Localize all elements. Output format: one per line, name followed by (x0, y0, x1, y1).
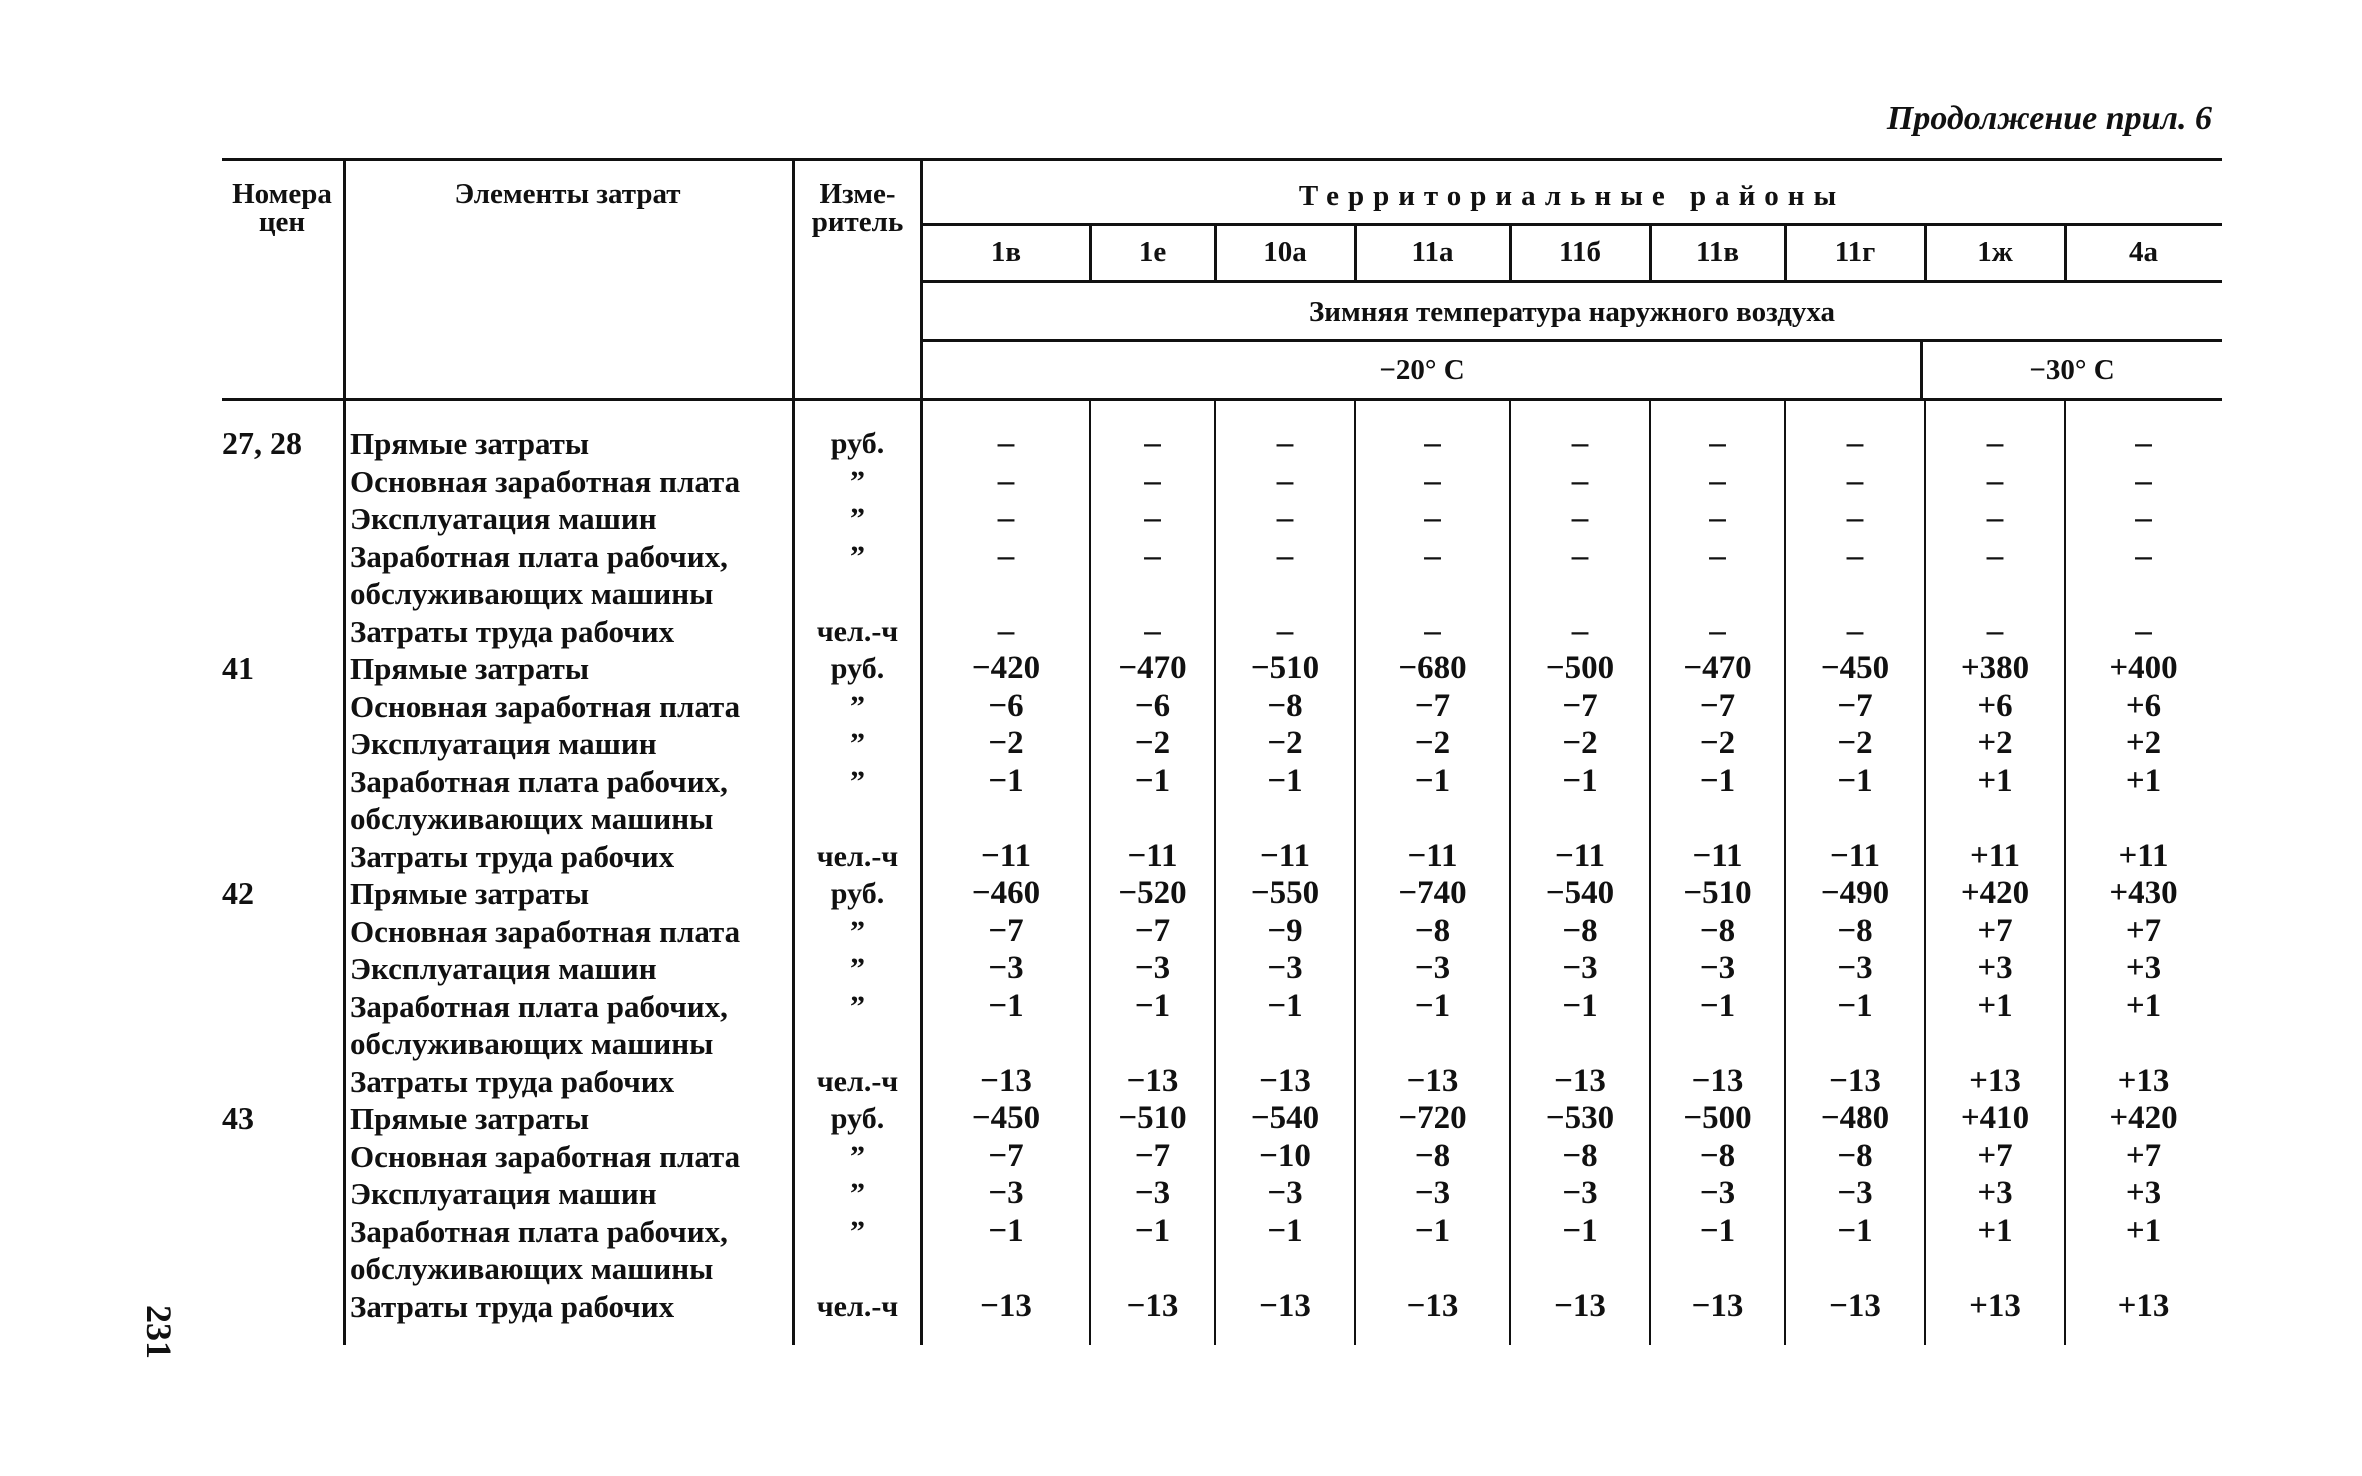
value-cell: −500 (1683, 1100, 1752, 1136)
value-cell: – (2135, 537, 2152, 574)
cost-element-label: Заработная плата рабочих, (350, 988, 728, 1024)
district-header: 1в (990, 236, 1022, 268)
cost-element-label: Эксплуатация машин (350, 726, 657, 761)
price-number: 27, 28 (222, 425, 302, 461)
unit-cell: ” (850, 1139, 865, 1173)
price-numbers-header: Номера цен (232, 178, 332, 238)
value-cell: −2 (1414, 725, 1451, 761)
value-cell: – (1986, 462, 2004, 499)
value-cell: −470 (1683, 650, 1752, 686)
value-cell: −1 (1267, 762, 1303, 799)
value-cell: +3 (1977, 1175, 2013, 1211)
value-cell: +7 (1977, 1137, 2013, 1174)
district-header: 11г (1834, 236, 1876, 268)
territorial-header: Территориальные районы (1298, 180, 1846, 212)
cost-element-label: Затраты труда рабочих (350, 1288, 675, 1324)
value-cell: −13 (1259, 1287, 1311, 1324)
unit-cell: ” (850, 539, 865, 573)
value-cell: −13 (1126, 1287, 1179, 1324)
value-cell: +420 (2109, 1100, 2178, 1136)
value-cell: −1 (1837, 762, 1873, 799)
value-cell: −11 (1407, 837, 1458, 874)
value-cell: −3 (1699, 1175, 1736, 1211)
cost-element-label-continued: обслуживающих машины (350, 1026, 714, 1061)
price-number: 41 (222, 650, 254, 686)
district-header: 1ж (1977, 236, 2013, 268)
value-cell: −490 (1820, 875, 1890, 911)
district-header: 10а (1263, 236, 1307, 268)
value-cell: – (1424, 462, 1441, 499)
value-cell: – (1571, 425, 1589, 461)
unit-cell: ” (850, 689, 865, 723)
value-cell: −7 (1134, 912, 1171, 949)
value-cell: +410 (1960, 1100, 2030, 1136)
cost-element-label: Прямые затраты (350, 426, 590, 461)
cost-element-label: Затраты труда рабочих (350, 838, 675, 874)
value-cell: −1 (1134, 987, 1171, 1024)
value-cell: −450 (1820, 650, 1890, 686)
value-cell: −8 (1699, 912, 1736, 949)
value-cell: −13 (1691, 1287, 1744, 1324)
value-cell: −420 (971, 650, 1041, 686)
value-cell: −7 (1562, 687, 1598, 724)
value-cell: +1 (2125, 762, 2162, 799)
cost-element-label: Прямые затраты (350, 876, 590, 911)
value-cell: – (2135, 425, 2152, 461)
value-cell: −1 (1699, 987, 1736, 1024)
cost-element-label: Основная заработная плата (350, 463, 741, 499)
unit-cell: руб. (830, 427, 885, 460)
unit-cell: ” (850, 764, 865, 798)
temp-split-rule (1920, 340, 1923, 400)
unit-cell: чел.-ч (816, 614, 899, 648)
district-header: 11в (1695, 236, 1740, 268)
value-cell: +6 (2125, 687, 2162, 724)
page-number: 231 (139, 1305, 179, 1359)
value-cell: −500 (1545, 650, 1615, 686)
unit-cell: ” (850, 952, 865, 985)
value-cell: −2 (1267, 725, 1303, 761)
value-cell: – (2135, 462, 2152, 499)
value-cell: −7 (1837, 687, 1873, 724)
cost-element-label: Эксплуатация машин (350, 951, 657, 986)
cost-elements-header: Элементы затрат (454, 178, 681, 210)
value-cell: −520 (1118, 875, 1187, 911)
value-cell: −11 (981, 837, 1031, 874)
value-cell: – (1986, 425, 2004, 461)
value-cell: – (997, 425, 1015, 461)
value-cell: +2 (2125, 725, 2162, 761)
value-cell: – (1276, 500, 1294, 536)
cost-element-label: Основная заработная плата (350, 1138, 741, 1174)
district-col-rule (1354, 225, 1357, 282)
value-cell: – (1846, 537, 1864, 574)
value-cell: −450 (971, 1100, 1041, 1136)
value-cell: −1 (1267, 1212, 1303, 1249)
value-cell: −13 (1829, 1062, 1881, 1099)
value-cell: −1 (1414, 987, 1451, 1024)
value-cell: −1 (1699, 762, 1736, 799)
value-cell: −1 (1414, 1212, 1451, 1249)
value-cell: – (1424, 537, 1441, 574)
value-cell: −1 (1562, 1212, 1598, 1249)
unit-cell: чел.-ч (816, 1064, 899, 1098)
value-cell: −7 (1414, 687, 1451, 724)
value-cell: −11 (1127, 837, 1178, 874)
value-cell: −470 (1118, 650, 1187, 686)
value-cell: −2 (1134, 725, 1171, 761)
continuation-caption: Продолжение прил. 6 (1886, 100, 2212, 137)
district-col-rule (1214, 225, 1217, 282)
value-cell: +13 (1969, 1062, 2021, 1099)
value-cell: +380 (1960, 650, 2030, 686)
table-top-rule (222, 158, 2222, 161)
unit-cell: ” (850, 914, 865, 948)
districts-top-rule (922, 223, 2222, 226)
district-col-rule (1924, 225, 1927, 282)
cost-element-label: Прямые затраты (350, 651, 590, 686)
value-cell: −11 (1830, 837, 1880, 874)
value-cell: −510 (1118, 1100, 1187, 1136)
cost-element-label-continued: обслуживающих машины (350, 576, 714, 611)
cost-element-label: Прямые затраты (350, 1101, 590, 1136)
meter-header: Изме-ритель (811, 178, 904, 238)
value-cell: −8 (1267, 687, 1303, 724)
value-cell: −3 (1837, 950, 1873, 986)
value-cell: – (1276, 425, 1294, 461)
unit-cell: ” (850, 989, 865, 1023)
value-cell: – (1709, 462, 1726, 499)
value-cell: −3 (1699, 950, 1736, 986)
cost-element-label: Затраты труда рабочих (350, 613, 675, 649)
value-cell: – (1571, 500, 1589, 536)
value-cell: +1 (2125, 1212, 2162, 1249)
temp-minus20-header: −20° С (1379, 354, 1465, 386)
value-cell: −8 (1414, 912, 1451, 949)
value-cell: −1 (988, 762, 1024, 799)
value-cell: – (1709, 500, 1726, 536)
unit-cell: ” (850, 502, 865, 535)
unit-cell: руб. (830, 1102, 885, 1135)
district-header: 1е (1138, 236, 1167, 268)
value-cell: −3 (1134, 1175, 1171, 1211)
value-cell: −13 (1691, 1062, 1744, 1099)
unit-cell: руб. (830, 877, 885, 910)
value-cell: −540 (1545, 875, 1615, 911)
unit-cell: руб. (830, 652, 885, 685)
district-header: 11б (1559, 236, 1601, 268)
value-cell: +2 (1977, 725, 2013, 761)
value-cell: – (1846, 500, 1864, 536)
value-cell: +11 (1970, 837, 2020, 874)
value-cell: – (1424, 612, 1441, 649)
unit-cell: ” (850, 464, 865, 498)
value-cell: −13 (1259, 1062, 1311, 1099)
value-cell: −13 (1406, 1287, 1459, 1324)
value-cell: −1 (1267, 987, 1303, 1024)
cost-element-label: Заработная плата рабочих, (350, 538, 728, 574)
district-col-rule (1784, 225, 1787, 282)
unit-cell: чел.-ч (816, 839, 899, 873)
unit-cell: ” (850, 727, 865, 760)
value-cell: −740 (1398, 875, 1467, 911)
value-cell: +3 (1977, 950, 2013, 986)
value-cell: – (1424, 425, 1441, 461)
value-cell: – (2135, 500, 2152, 536)
value-cell: +11 (2118, 837, 2169, 874)
value-cell: – (1709, 612, 1726, 649)
value-cell: −13 (1126, 1062, 1179, 1099)
value-cell: −7 (1699, 687, 1736, 724)
value-cell: −3 (1562, 950, 1598, 986)
value-cell: −3 (988, 1175, 1024, 1211)
value-cell: −1 (1414, 762, 1451, 799)
value-cell: +1 (1977, 762, 2013, 799)
value-cell: – (1571, 612, 1589, 649)
value-cell: −680 (1398, 650, 1467, 686)
value-cell: – (1571, 462, 1589, 499)
price-number: 42 (222, 875, 254, 911)
value-cell: +7 (2125, 1137, 2162, 1174)
value-cell: −11 (1260, 837, 1310, 874)
value-cell: −510 (1250, 650, 1320, 686)
winter-bottom-rule (922, 339, 2222, 342)
value-cell: −6 (988, 687, 1024, 724)
cost-element-label-continued: обслуживающих машины (350, 1251, 714, 1286)
value-cell: −2 (988, 725, 1024, 761)
value-cell: −3 (1267, 1175, 1303, 1211)
value-cell: −720 (1398, 1100, 1467, 1136)
value-cell: – (997, 500, 1015, 536)
value-cell: −1 (988, 1212, 1024, 1249)
value-cell: +1 (1977, 987, 2013, 1024)
districts-bottom-rule (922, 280, 2222, 283)
value-cell: −8 (1562, 912, 1598, 949)
value-cell: +3 (2125, 950, 2162, 986)
value-cell: +13 (1969, 1287, 2021, 1324)
value-cell: – (1144, 612, 1161, 649)
cost-element-label: Эксплуатация машин (350, 501, 657, 536)
value-cell: −510 (1683, 875, 1752, 911)
unit-cell: чел.-ч (816, 1289, 899, 1323)
value-cell: – (1846, 612, 1864, 649)
value-cell: −3 (1414, 950, 1451, 986)
value-cell: −13 (1406, 1062, 1459, 1099)
value-cell: – (1276, 462, 1294, 499)
value-cell: −7 (1134, 1137, 1171, 1174)
district-header: 4а (2129, 236, 2158, 268)
value-cell: – (1709, 537, 1726, 574)
cost-element-label: Основная заработная плата (350, 913, 741, 949)
value-cell: – (997, 612, 1015, 649)
value-cell: +430 (2109, 875, 2178, 911)
value-cell: −480 (1820, 1100, 1890, 1136)
value-cell: −460 (971, 875, 1041, 911)
price-number: 43 (222, 1100, 254, 1136)
value-cell: −7 (988, 912, 1024, 949)
value-cell: – (1276, 537, 1294, 574)
value-cell: −3 (1562, 1175, 1598, 1211)
value-cell: – (1144, 462, 1161, 499)
value-cell: +13 (2117, 1062, 2170, 1099)
value-cell: −530 (1545, 1100, 1615, 1136)
value-cell: – (997, 537, 1015, 574)
value-cell: −8 (1562, 1137, 1598, 1174)
value-cell: −11 (1555, 837, 1605, 874)
value-cell: – (1571, 537, 1589, 574)
value-cell: −2 (1699, 725, 1736, 761)
value-cell: +6 (1977, 687, 2013, 724)
value-cell: – (1709, 425, 1726, 461)
value-cell: −7 (988, 1137, 1024, 1174)
value-cell: – (1144, 537, 1161, 574)
value-cell: −8 (1414, 1137, 1451, 1174)
value-cell: −8 (1837, 912, 1873, 949)
cost-element-label: Заработная плата рабочих, (350, 763, 728, 799)
value-cell: −13 (1554, 1287, 1606, 1324)
value-cell: −3 (1414, 1175, 1451, 1211)
district-col-rule (1089, 225, 1092, 282)
value-cell: – (2135, 612, 2152, 649)
value-cell: – (1846, 462, 1864, 499)
cost-element-label: Основная заработная плата (350, 688, 741, 724)
value-cell: +400 (2109, 650, 2178, 686)
value-cell: −3 (1267, 950, 1303, 986)
value-cell: −13 (1554, 1062, 1606, 1099)
value-cell: +7 (1977, 912, 2013, 949)
winter-temp-header: Зимняя температура наружного воздуха (1308, 296, 1836, 328)
unit-cell: ” (850, 1214, 865, 1248)
value-cell: +1 (2125, 987, 2162, 1024)
value-cell: −1 (988, 987, 1024, 1024)
value-cell: – (1144, 500, 1161, 536)
value-cell: – (1144, 425, 1161, 461)
temp-minus30-header: −30° С (2029, 354, 2115, 386)
value-cell: – (997, 462, 1015, 499)
value-cell: −1 (1134, 1212, 1171, 1249)
district-col-rule (1649, 225, 1652, 282)
value-cell: – (1986, 500, 2004, 536)
value-cell: – (1424, 500, 1441, 536)
value-cell: −3 (1837, 1175, 1873, 1211)
value-cell: −2 (1837, 725, 1873, 761)
value-cell: −3 (988, 950, 1024, 986)
district-col-rule (1509, 225, 1512, 282)
district-header: 11а (1411, 236, 1454, 268)
value-cell: – (1276, 612, 1294, 649)
value-cell: −8 (1837, 1137, 1873, 1174)
cost-element-label-continued: обслуживающих машины (350, 801, 714, 836)
value-cell: – (1986, 612, 2004, 649)
value-cell: −13 (980, 1287, 1032, 1324)
unit-cell: ” (850, 1177, 865, 1210)
value-cell: −10 (1259, 1137, 1311, 1174)
cost-element-label: Затраты труда рабочих (350, 1063, 675, 1099)
district-col-rule (2064, 225, 2067, 282)
value-cell: −1 (1837, 1212, 1873, 1249)
value-cell: −1 (1562, 762, 1598, 799)
value-cell: −1 (1699, 1212, 1736, 1249)
value-cell: −8 (1699, 1137, 1736, 1174)
value-cell: – (1986, 537, 2004, 574)
value-cell: −13 (980, 1062, 1032, 1099)
cost-element-label: Эксплуатация машин (350, 1176, 657, 1211)
value-cell: −550 (1250, 875, 1320, 911)
value-cell: – (1846, 425, 1864, 461)
value-cell: −11 (1692, 837, 1743, 874)
value-cell: −1 (1837, 987, 1873, 1024)
cost-element-label: Заработная плата рабочих, (350, 1213, 728, 1249)
value-cell: −3 (1134, 950, 1171, 986)
value-cell: −2 (1562, 725, 1598, 761)
value-cell: +3 (2125, 1175, 2162, 1211)
col-rule-1 (343, 160, 346, 1345)
value-cell: +420 (1960, 875, 2030, 911)
value-cell: −9 (1267, 912, 1303, 949)
value-cell: −540 (1250, 1100, 1320, 1136)
value-cell: −13 (1829, 1287, 1881, 1324)
value-cell: −1 (1562, 987, 1598, 1024)
value-cell: +1 (1977, 1212, 2013, 1249)
value-cell: +13 (2117, 1287, 2170, 1324)
value-cell: +7 (2125, 912, 2162, 949)
value-cell: −6 (1134, 687, 1171, 724)
value-cell: −1 (1134, 762, 1171, 799)
